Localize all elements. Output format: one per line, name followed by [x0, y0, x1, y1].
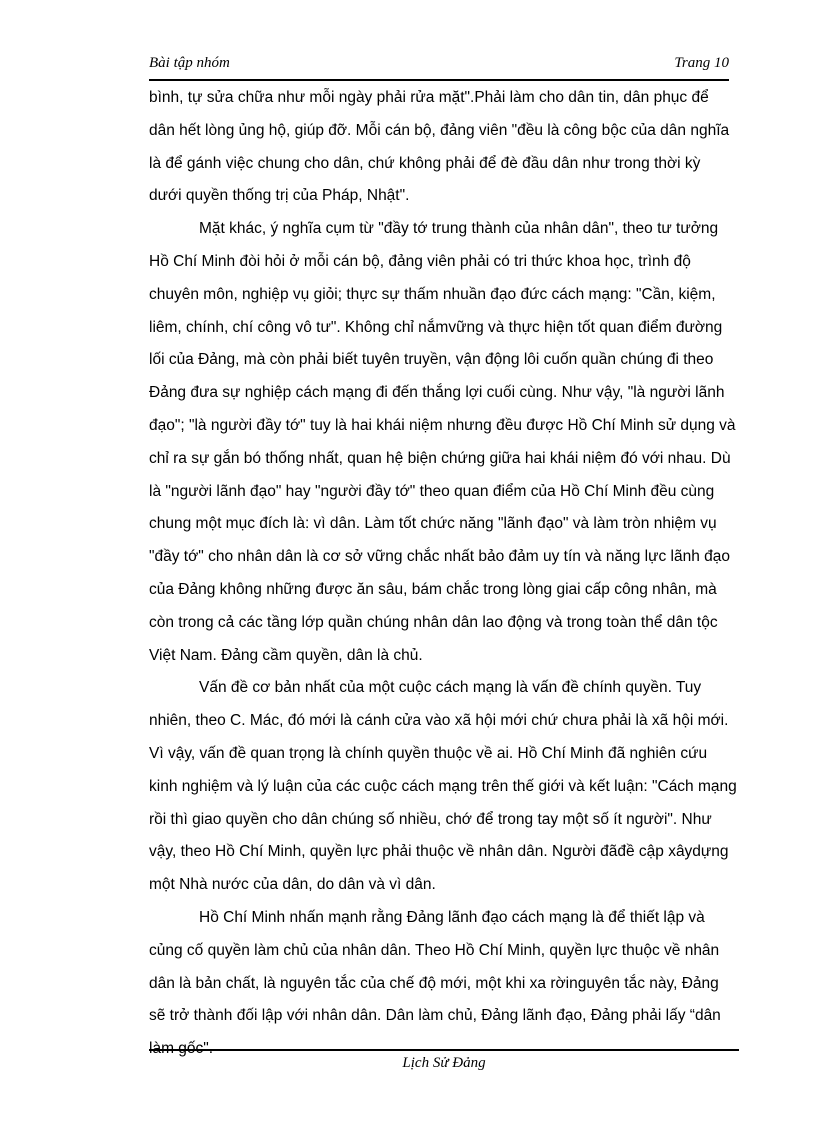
document-body — [149, 82, 737, 1066]
header-title: Bài tập nhóm — [149, 55, 230, 71]
page-header — [149, 55, 729, 81]
paragraph-continuation: bình, tự sửa chữa như mỗi ngày phải rửa mặt".Phải làm cho dân tin, dân phục để dân hết lòng ủng hộ, giúp đỡ. Mỗi cán bộ, đảng viên "đều là công bộc của dân nghĩa là để gánh việc chung cho dân, chứ không phải để đè đầu dân như trong thời kỳ dưới quyền thống trị của Pháp, Nhật". — [149, 89, 730, 205]
paragraph: Mặt khác, ý nghĩa cụm từ "đầy tớ trung thành của nhân dân", theo tư tưởng Hồ Chí Minh đòi hỏi ở mỗi cán bộ, đảng viên phải có tri thức khoa học, trình độ chuyên môn, nghiệp vụ giỏi; thực sự thấm nhuần đạo đức cách mạng: "Cần, kiệm, liêm, chính, chí công vô tư". Không chỉ nắmvững và thực hiện tốt quan điểm đường lối của Đảng, mà còn phải biết tuyên truyền, vận động lôi cuốn quần chúng đi theo Đảng đưa sự nghiệp cách mạng đi đến thắng lợi cuối cùng. Như vậy, "là người lãnh đạo"; "là người đầy tớ" tuy là hai khái niệm nhưng đều được Hồ Chí Minh sử dụng và chỉ ra sự gắn bó thống nhất, quan hệ biện chứng giữa hai khái niệm đó với nhau. Dù là "người lãnh đạo" hay "người đầy tớ" theo quan điểm của Hồ Chí Minh đều cùng chung một mục đích là: vì dân. Làm tốt chức năng "lãnh đạo" và làm tròn nhiệm vụ "đầy tớ" cho nhân dân là cơ sở vững chắc nhất bảo đảm uy tín và năng lực lãnh đạo của Đảng không những được ăn sâu, bám chắc trong lòng giai cấp công nhân, mà còn trong cả các tầng lớp quần chúng nhân dân lao động và trong toàn thể dân tộc Việt Nam. Đảng cầm quyền, dân là chủ. — [149, 220, 736, 664]
page-number: Trang 10 — [674, 55, 729, 71]
paragraph: Hồ Chí Minh nhấn mạnh rằng Đảng lãnh đạo cách mạng là để thiết lập và củng cố quyền làm chủ của nhân dân. Theo Hồ Chí Minh, quyền lực thuộc về nhân dân là bản chất, là nguyên tắc của chế độ mới, một khi xa rờinguyên tắc này, Đảng sẽ trở thành đối lập với nhân dân. Dân làm chủ, Đảng lãnh đạo, Đảng phải lấy “dân làm gốc". — [149, 908, 721, 1058]
footer-divider — [149, 1049, 739, 1051]
paragraph: Vấn đề cơ bản nhất của một cuộc cách mạng là vấn đề chính quyền. Tuy nhiên, theo C. Mác, đó mới là cánh cửa vào xã hội mới chứ chưa phải là xã hội mới. Vì vậy, vấn đề quan trọng là chính quyền thuộc về ai. Hồ Chí Minh đã nghiên cứu kinh nghiệm và lý luận của các cuộc cách mạng trên thế giới và kết luận: "Cách mạng rồi thì giao quyền cho dân chúng số nhiều, chớ để trong tay một số ít người". Như vậy, theo Hồ Chí Minh, quyền lực phải thuộc về nhân dân. Người đãđề cập xâydựng một Nhà nước của dân, do dân và vì dân. — [149, 679, 737, 894]
page-footer: Lịch Sử Đảng — [402, 1055, 486, 1071]
